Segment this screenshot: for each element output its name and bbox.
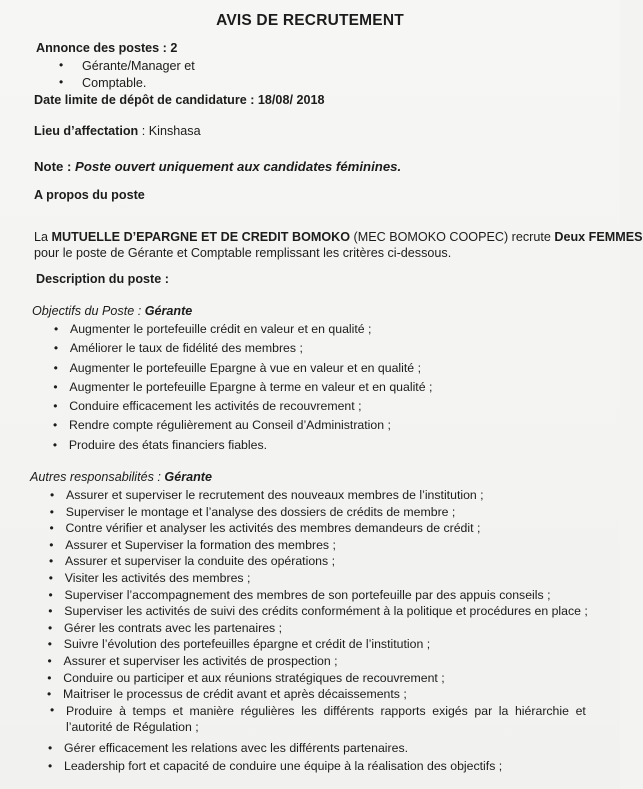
note (34, 159, 401, 174)
autres-role: Gérante (164, 470, 213, 484)
list-item-text: Gérer efficacement les relations avec les différents partenaires. (64, 741, 409, 755)
word: hiérarchie (514, 704, 569, 718)
bullet-icon: • (53, 399, 58, 414)
bullet-icon: • (48, 604, 53, 619)
bullet-icon: • (49, 554, 54, 569)
list-item-text: Gérer les contrats avec les partenaires ; (64, 620, 283, 635)
bullet-icon: • (47, 670, 52, 685)
list-item (49, 521, 590, 538)
lieu-label: Lieu d’affectation (34, 124, 139, 138)
list-item (52, 437, 432, 457)
list-item-text: Assurer et superviser la conduite des opérations ; (65, 554, 335, 569)
list-item (48, 604, 588, 621)
list-item-text: Superviser le montage et l’analyse des dossiers de crédits de membre ; (65, 504, 456, 519)
page-title: AVIS DE RECRUTEMENT (216, 12, 404, 29)
bullet-icon: • (53, 379, 58, 394)
list-item (49, 537, 589, 555)
word: et (172, 704, 183, 718)
bullet-icon: • (54, 322, 59, 336)
word: exigés (432, 704, 468, 718)
list-item-text: Assurer et superviser les activités de prospection ; (63, 653, 338, 668)
word: rapports (380, 704, 426, 718)
list-item (49, 554, 589, 571)
apropos-heading: A propos du poste (34, 188, 145, 202)
list-item-text: Suivre l’évolution des portefeuilles épargne et crédit de l’institution ; (63, 637, 431, 652)
list-item-text: Superviser les activités de suivi des crédits conformément à la politique et procédures en place ; (64, 604, 588, 619)
word: différents (323, 704, 374, 718)
list-item (53, 418, 432, 437)
list-item-text: Augmenter le portefeuille crédit en valeur et en qualité ; (70, 322, 372, 336)
list-item-long-continuation: l’autorité de Régulation ; (66, 720, 199, 734)
bullet-icon: • (50, 488, 55, 502)
objectifs-role: Gérante (144, 304, 193, 318)
bullet-icon: • (53, 341, 59, 356)
list-item (53, 379, 433, 399)
autres-label: Autres responsabilités : (30, 470, 161, 484)
word: manière (189, 704, 234, 718)
list-item (54, 322, 433, 341)
bullet-icon: • (53, 418, 58, 433)
word: et (575, 704, 586, 718)
bullet-icon: • (49, 521, 54, 536)
apropos-org: MUTUELLE D’EPARGNE ET DE CREDIT BOMOKO (51, 230, 351, 244)
bullet-icon: • (53, 360, 58, 375)
list-item-text: Conduire ou participer et aux réunions stratégiques de recouvrement ; (63, 670, 445, 685)
bullet-icon: • (50, 703, 55, 717)
note-label: Note : (34, 159, 72, 174)
bullet-icon: • (49, 504, 54, 519)
list-item-text: Assurer et superviser le recrutement des nouveaux membres de l’institution ; (66, 488, 484, 502)
objectifs-label: Objectifs du Poste : (32, 304, 142, 318)
bullet-icon: • (59, 75, 64, 89)
autres-heading (30, 470, 212, 484)
bullet-icon: • (47, 687, 52, 702)
list-item-text: Augmenter le portefeuille Epargne à terme en valeur et en qualité ; (69, 379, 433, 394)
list-item-text: Rendre compte régulièrement au Conseil d’Administration ; (69, 418, 391, 433)
bullet-icon: • (52, 437, 58, 452)
bullet-icon: • (49, 537, 54, 552)
bullet-icon: • (48, 620, 53, 635)
description-heading: Description du poste : (36, 272, 169, 286)
lieu-affectation (34, 124, 201, 138)
apropos-line-1 (34, 230, 643, 244)
list-item-text: Augmenter le portefeuille Epargne à vue en valeur et en qualité ; (69, 360, 421, 375)
list-item (47, 637, 588, 654)
poste-item: Gérante/Manager et (82, 59, 195, 73)
list-item-long (66, 704, 586, 718)
list-item (48, 570, 589, 588)
word: à (119, 704, 126, 718)
annonce-label: Annonce des postes : 2 (36, 41, 178, 55)
list-item (48, 620, 588, 638)
list-item (53, 399, 432, 418)
word: par (474, 704, 493, 718)
bullet-icon: • (47, 637, 52, 652)
list-item-text: Conduire efficacement les activités de recouvrement ; (69, 399, 362, 414)
list-item (47, 687, 587, 704)
autres-list (47, 488, 590, 704)
list-item (53, 341, 433, 360)
bullet-icon: • (47, 653, 52, 668)
list-item (50, 488, 590, 505)
apropos-bold: Deux FEMMES (554, 230, 643, 244)
list-item (47, 653, 588, 671)
list-item (48, 758, 503, 777)
bullet-icon: • (48, 758, 53, 773)
list-item (48, 587, 589, 605)
word: régulières (240, 704, 295, 718)
list-item-text: Contre vérifier et analyser les activités des membres demandeurs de crédit ; (65, 521, 481, 536)
apropos-line-2: pour le poste de Gérante et Comptable remplissant les critères ci-dessous. (34, 246, 452, 260)
list-item (49, 504, 590, 522)
bullet-icon: • (59, 58, 64, 72)
objectifs-heading (32, 304, 192, 318)
note-value: Poste ouvert uniquement aux candidates féminines. (75, 159, 402, 174)
list-item-text: Maitriser le processus de crédit avant et après décaissements ; (63, 687, 407, 702)
list-item-text: Assurer et Superviser la formation des membres ; (65, 537, 336, 552)
autres-after-list (48, 741, 503, 776)
list-item-text: Améliorer le taux de fidélité des membres ; (69, 341, 303, 356)
objectifs-list (52, 322, 433, 457)
word: les (301, 704, 317, 718)
list-item-text: Superviser l’accompagnement des membres de son portefeuille par des appuis conseils ; (64, 587, 551, 602)
list-item (48, 741, 502, 759)
list-item-text: Leadership fort et capacité de conduire une équipe à la réalisation des objectifs ; (64, 758, 503, 773)
apropos-prefix: La (34, 230, 52, 244)
apropos-mid: (MEC BOMOKO COOPEC) recrute (350, 230, 555, 244)
word: la (498, 704, 509, 718)
bullet-icon: • (48, 570, 53, 585)
bullet-icon: • (48, 587, 53, 602)
list-item (53, 360, 433, 380)
lieu-value: : Kinshasa (138, 124, 201, 138)
list-item (47, 670, 587, 688)
list-item-text: Produire des états financiers fiables. (68, 437, 268, 452)
word: temps (132, 704, 167, 718)
word: Produire (66, 704, 113, 718)
list-item-text: Visiter les activités des membres ; (64, 570, 251, 585)
poste-item: Comptable. (82, 76, 147, 90)
bullet-icon: • (48, 741, 53, 755)
date-limite: Date limite de dépôt de candidature : 18/08/ 2018 (34, 93, 325, 107)
